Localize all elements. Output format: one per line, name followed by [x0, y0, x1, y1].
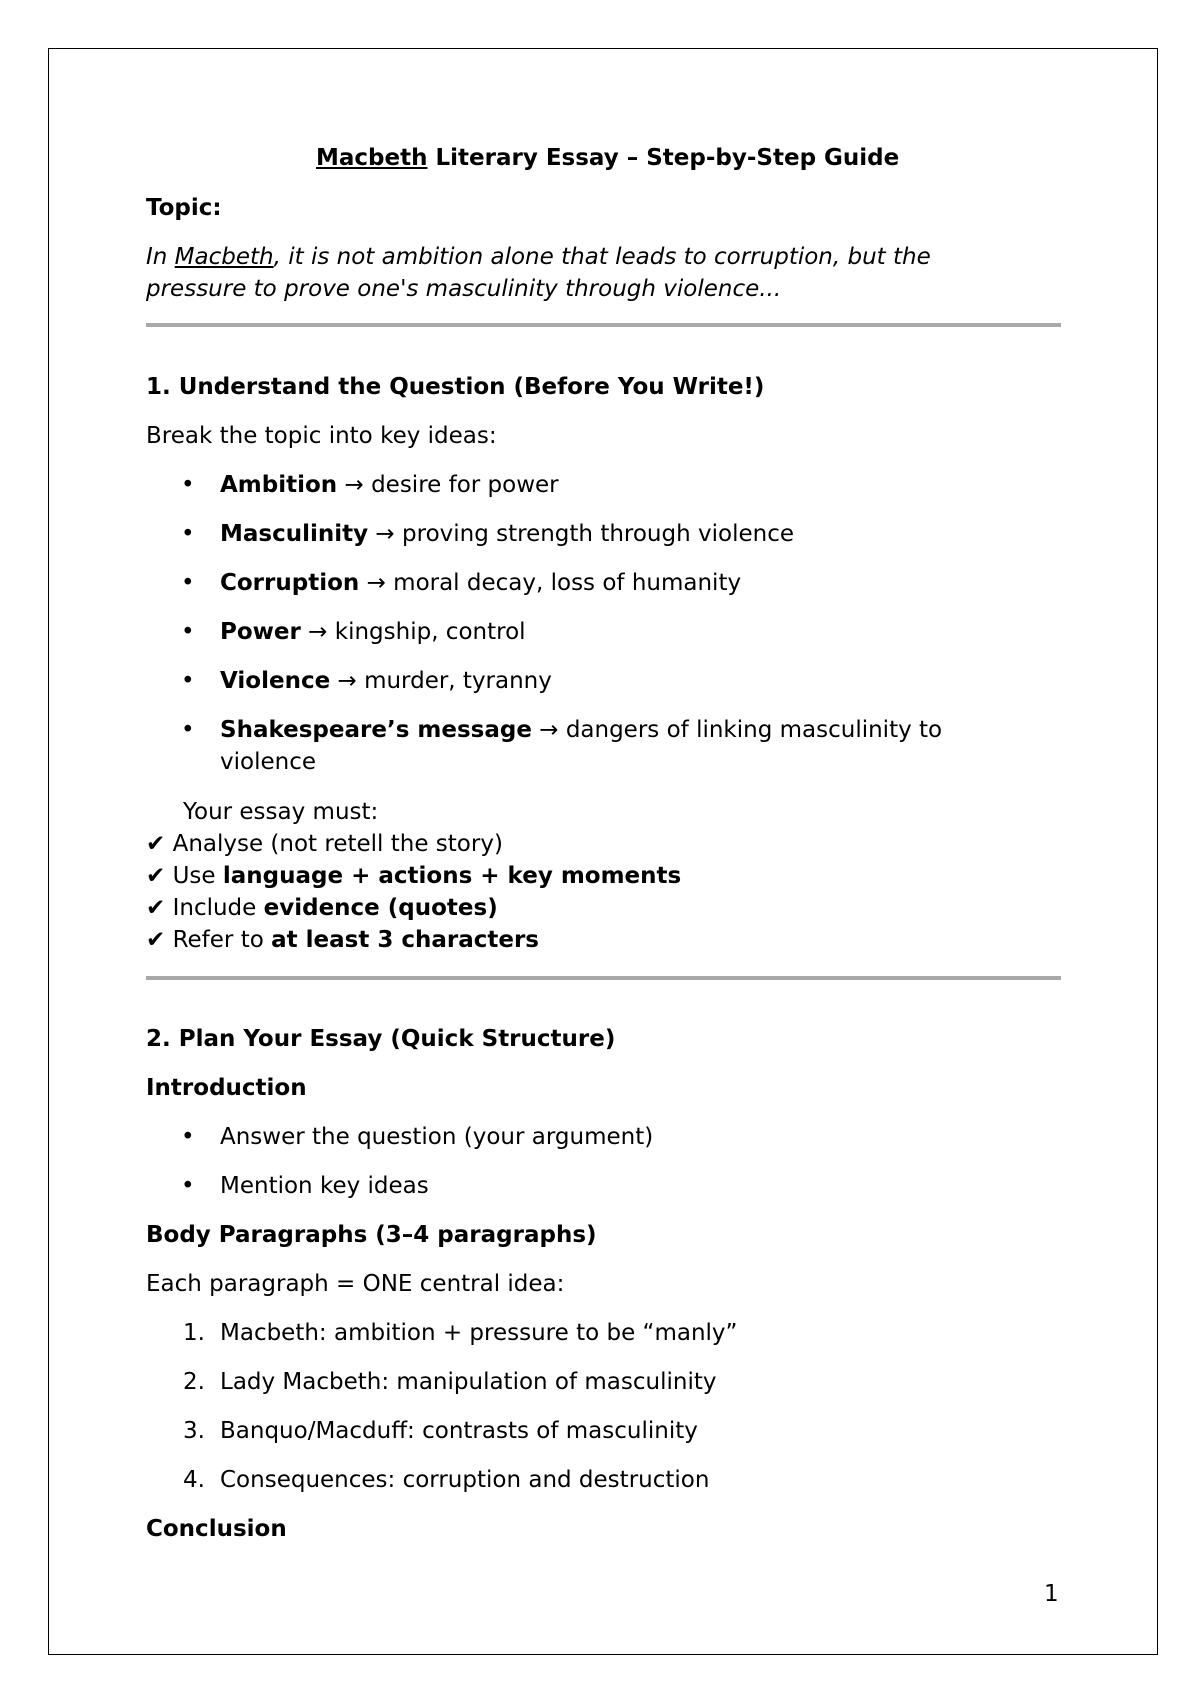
introduction-item: Mention key ideas	[220, 1173, 429, 1199]
body-paragraphs-intro: Each paragraph = ONE central idea:	[146, 1271, 565, 1297]
page-number: 1	[1044, 1581, 1059, 1607]
topic-line-2: pressure to prove one's masculinity through violence...	[146, 276, 782, 302]
topic-label: Topic:	[146, 195, 222, 221]
bullet-icon: •	[181, 619, 195, 645]
bullet-icon: •	[181, 717, 195, 743]
key-idea-continued: violence	[220, 749, 316, 775]
introduction-item: Answer the question (your argument)	[220, 1124, 654, 1150]
conclusion-heading: Conclusion	[146, 1516, 287, 1542]
body-paragraph-item: Consequences: corruption and destruction	[220, 1467, 710, 1493]
requirement-item: ✔ Analyse (not retell the story)	[146, 831, 503, 857]
key-idea: Power → kingship, control	[220, 619, 526, 645]
requirement-item: ✔ Include evidence (quotes)	[146, 895, 498, 921]
body-paragraph-item: Lady Macbeth: manipulation of masculinity	[220, 1369, 717, 1395]
divider	[146, 976, 1061, 980]
bullet-icon: •	[181, 1173, 195, 1199]
list-number: 4.	[183, 1467, 205, 1493]
list-number: 2.	[183, 1369, 205, 1395]
section-1-intro: Break the topic into key ideas:	[146, 423, 497, 449]
topic-line-1: In Macbeth, it is not ambition alone that leads to corruption, but the	[146, 244, 931, 270]
document-title: Macbeth Literary Essay – Step-by-Step Guide	[316, 145, 900, 171]
bullet-icon: •	[181, 668, 195, 694]
requirement-item: ✔ Refer to at least 3 characters	[146, 927, 539, 953]
divider	[146, 323, 1061, 327]
bullet-icon: •	[181, 570, 195, 596]
list-number: 3.	[183, 1418, 205, 1444]
requirement-item: ✔ Use language + actions + key moments	[146, 863, 682, 889]
body-paragraphs-heading: Body Paragraphs (3–4 paragraphs)	[146, 1222, 597, 1248]
section-2-heading: 2. Plan Your Essay (Quick Structure)	[146, 1026, 616, 1052]
body-paragraph-item: Macbeth: ambition + pressure to be “manly”	[220, 1320, 738, 1346]
key-idea: Corruption → moral decay, loss of humanity	[220, 570, 742, 596]
list-number: 1.	[183, 1320, 205, 1346]
body-paragraph-item: Banquo/Macduff: contrasts of masculinity	[220, 1418, 698, 1444]
essay-must-label: Your essay must:	[183, 799, 379, 825]
section-1-heading: 1. Understand the Question (Before You Write!)	[146, 374, 765, 400]
bullet-icon: •	[181, 521, 195, 547]
bullet-icon: •	[181, 472, 195, 498]
key-idea: Ambition → desire for power	[220, 472, 559, 498]
key-idea: Violence → murder, tyranny	[220, 668, 552, 694]
introduction-heading: Introduction	[146, 1075, 307, 1101]
key-idea: Shakespeare’s message → dangers of linking masculinity to	[220, 717, 943, 743]
key-idea: Masculinity → proving strength through violence	[220, 521, 794, 547]
bullet-icon: •	[181, 1124, 195, 1150]
